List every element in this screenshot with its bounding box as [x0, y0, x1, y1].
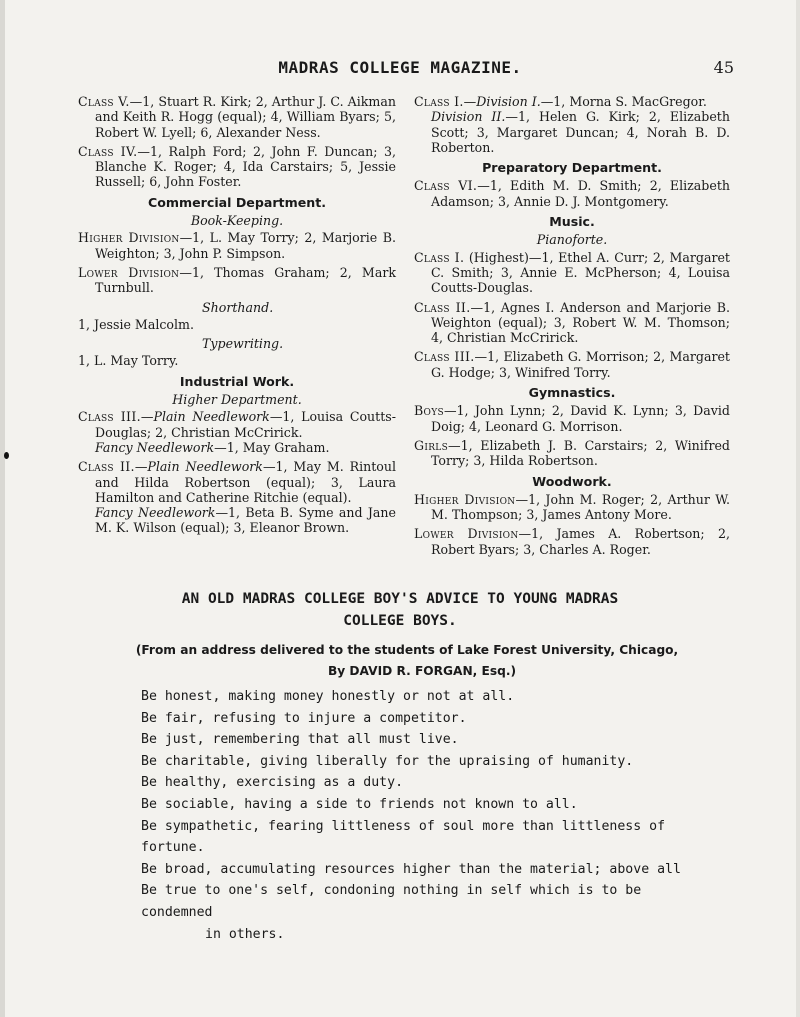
- running-header: MADRAS COLLEGE MAGAZINE.: [278, 58, 522, 77]
- gymnastics-boys-entry: Boys—1, John Lynn; 2, David K. Lynn; 3, David Doig; 4, Leonard G. Morrison.: [414, 403, 730, 434]
- maxim-item: Be sympathetic, fearing littleness of soul more than littleness of fortune.: [141, 818, 666, 856]
- woodwork-lower-entry: Lower Division—1, James A. Robertson; 2, Robert Byars; 3, Charles A. Roger.: [414, 526, 730, 557]
- class-v-entry: Class V.—1, Stuart R. Kirk; 2, Arthur J. C. Aikman and Keith R. Hogg (equal); 4, William Byars; 5, Robert W. Lyell; 6, Alexander Ness.: [78, 94, 396, 140]
- music-class-i-entry: Class I. (Highest)—1, Ethel A. Curr; 2, Margaret C. Smith; 3, Annie E. McPherson; 4, Louisa Coutts-Douglas.: [414, 249, 730, 296]
- maxim-item: Be fair, refusing to injure a competitor.: [141, 710, 467, 726]
- industrial-class-iii-entry: Class III.—Plain Needlework—1, Louisa Coutts-Douglas; 2, Christian McCririck. Fancy Needlework—1, May Graham.: [78, 409, 397, 455]
- typewriting-subheading: Typewriting.: [202, 336, 284, 352]
- preparatory-heading: Preparatory Department.: [482, 160, 662, 176]
- right-column: [414, 94, 730, 561]
- pianoforte-subheading: Pianoforte.: [536, 232, 608, 248]
- maxim-item: Be honest, making money honestly or not at all.: [141, 689, 515, 704]
- advice-title-line-2: COLLEGE BOYS.: [343, 613, 457, 629]
- music-class-ii-entry: Class II.—1, Agnes I. Anderson and Marjorie B. Weighton (equal); 3, Robert W. M. Thomson; 4, Christian McCririck.: [414, 299, 730, 346]
- maxim-item: Be healthy, exercising as a duty.: [141, 775, 404, 791]
- industrial-heading: Industrial Work.: [179, 373, 295, 389]
- class-vi-entry: Class VI.—1, Edith M. D. Smith; 2, Elizabeth Adamson; 3, Annie D. J. Montgomery.: [414, 178, 730, 209]
- source-line-1: (From an address delivered to the students of Lake Forest University, Chicago,: [135, 643, 679, 657]
- woodwork-higher-entry: Higher Division—1, John M. Roger; 2, Arthur W. M. Thompson; 3, James Antony More.: [414, 491, 730, 523]
- gymnastics-girls-entry: Girls—1, Elizabeth J. B. Carstairs; 2, Winifred Torry; 3, Hilda Robertson.: [414, 437, 730, 469]
- maxim-item: Be true to one's self, condoning nothing in self which is to be condemned: [141, 883, 642, 920]
- class-iv-entry: Class IV.—1, Ralph Ford; 2, John F. Duncan; 3, Blanche K. Roger; 4, Ida Carstairs; 5, Jessie Russell; 6, John Foster.: [78, 143, 397, 190]
- advice-title: [0, 588, 800, 632]
- typewriting-entry: 1, L. May Torry.: [78, 353, 179, 369]
- shorthand-subheading: Shorthand.: [202, 299, 274, 315]
- music-heading: Music.: [549, 214, 595, 230]
- gymnastics-heading: Gymnastics.: [528, 385, 616, 401]
- commercial-higher-entry: Higher Division—1, L. May Torry; 2, Marjorie B. Weighton; 3, John P. Simpson.: [78, 230, 396, 261]
- maxim-item: Be sociable, having a side to friends not known to all.: [141, 796, 578, 812]
- shorthand-entry: 1, Jessie Malcolm.: [78, 316, 194, 332]
- maxim-item: Be broad, accumulating resources higher than the material; above all: [141, 861, 681, 877]
- bookkeeping-subheading: Book-Keeping.: [190, 213, 284, 229]
- page-edge-right: [796, 0, 800, 1017]
- maxim-item: Be just, remembering that all must live.: [141, 732, 459, 748]
- source-line-2: By DAVID R. FORGAN, Esq.): [327, 664, 517, 678]
- class-i-entry: Class I.—Division I.—1, Morna S. MacGregor. Division II.—1, Helen G. Kirk; 2, Elizabeth Scott; 3, Margaret Duncan; 4, Norah B. D. Roberton.: [414, 94, 730, 155]
- maxims-list: [141, 686, 681, 945]
- page-number: 45: [713, 58, 734, 77]
- music-class-iii-entry: Class III.—1, Elizabeth G. Morrison; 2, Margaret G. Hodge; 3, Winifred Torry.: [414, 349, 730, 380]
- maxim-item: Be charitable, giving liberally for the upraising of humanity.: [141, 753, 634, 769]
- ink-mark: [4, 452, 9, 459]
- industrial-class-ii-entry: Class II.—Plain Needlework—1, May M. Rintoul and Hilda Robertson (equal); 3, Laura Hamilton and Catherine Ritchie (equal). Fancy Needlework—1, Beta B. Syme and Jane M. K. Wilson (equal); 3, Eleanor Brown.: [78, 459, 396, 536]
- advice-title-line-1: AN OLD MADRAS COLLEGE BOY'S ADVICE TO YOUNG MADRAS: [181, 591, 619, 607]
- left-column: [78, 94, 396, 540]
- higher-department-subheading: Higher Department.: [172, 392, 302, 408]
- woodwork-heading: Woodwork.: [532, 473, 612, 489]
- commercial-lower-entry: Lower Division—1, Thomas Graham; 2, Mark Turnbull.: [78, 264, 396, 296]
- advice-source: [0, 640, 800, 682]
- commercial-heading: Commercial Department.: [147, 194, 327, 210]
- page-edge-left: [0, 0, 5, 1017]
- maxim-continuation: in others.: [205, 926, 285, 942]
